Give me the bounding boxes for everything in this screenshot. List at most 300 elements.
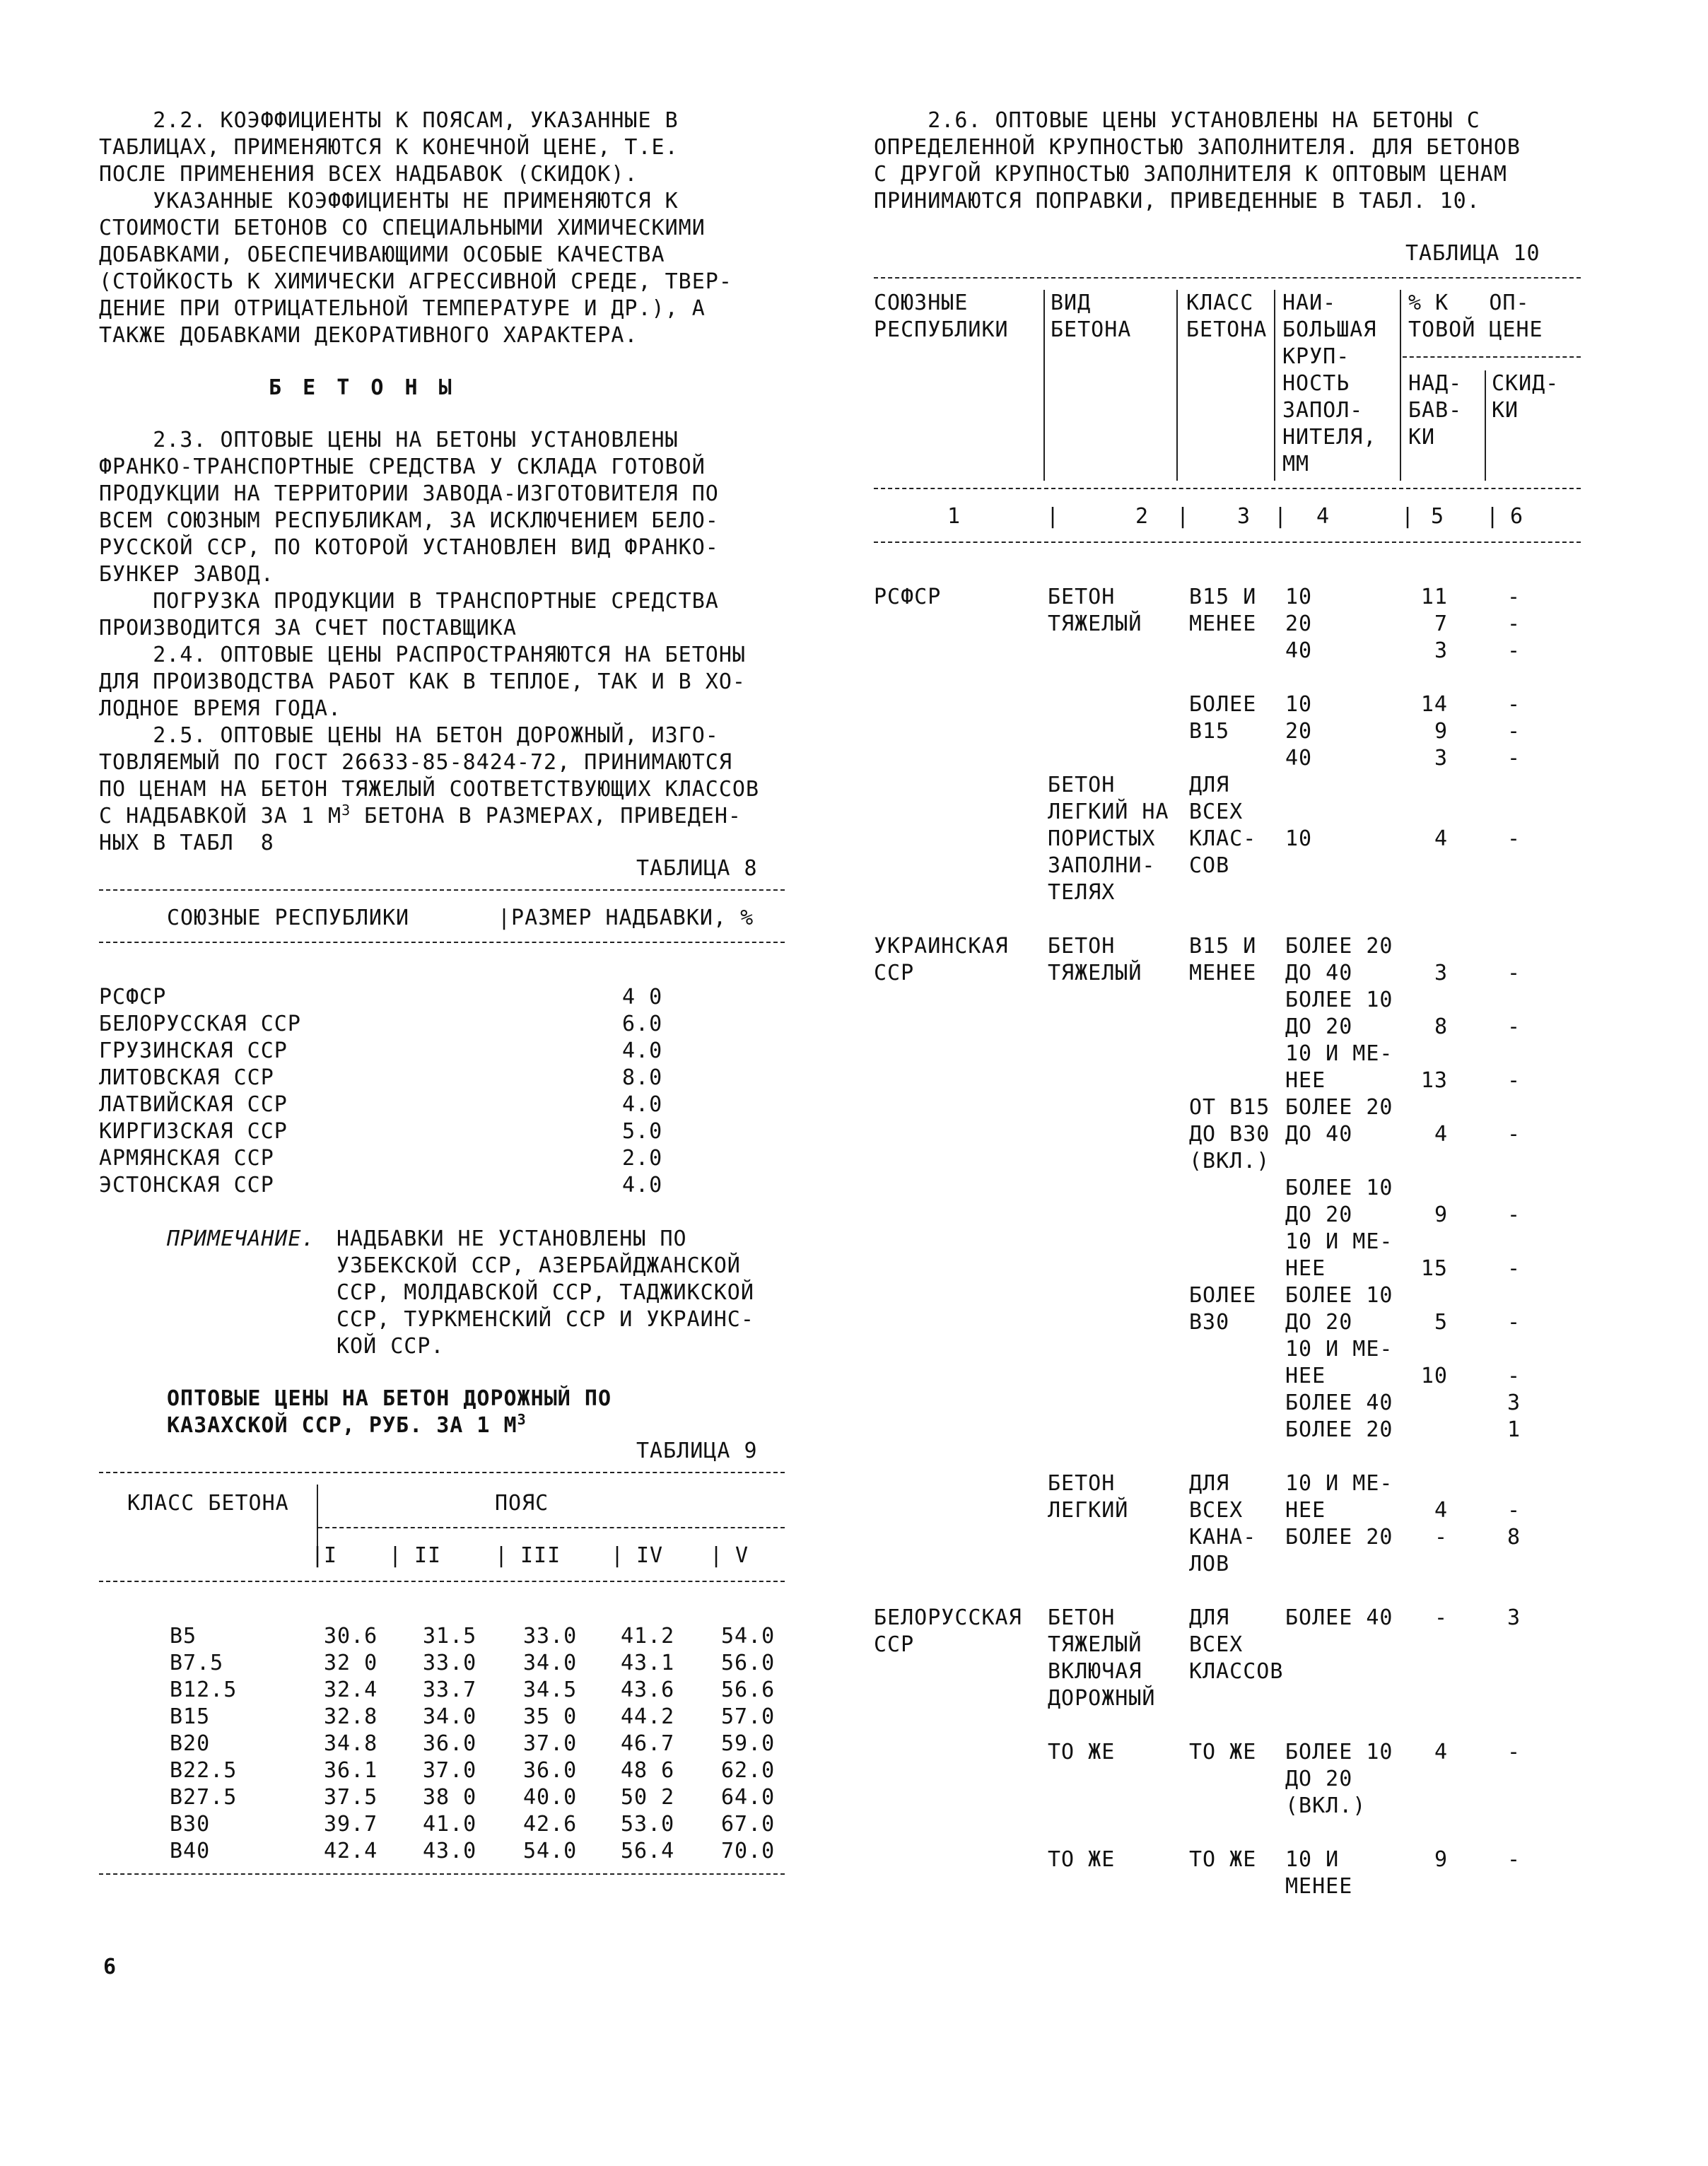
table-9-zone-sep: |	[311, 1543, 325, 1568]
table-10-col-number: 5	[1431, 504, 1445, 529]
table-9-price: 43.1	[621, 1651, 675, 1675]
table-10-discount: -	[1507, 826, 1521, 851]
table-10-cell: БОЛЕЕ 20	[1285, 1417, 1393, 1442]
table-10-cell: В15 И	[1189, 585, 1257, 609]
table-8-value: 8.0	[622, 1065, 663, 1090]
table-9-price: 43.6	[621, 1678, 675, 1702]
note-label: ПРИМЕЧАНИЕ.	[167, 1227, 315, 1251]
table-10-column-numbers	[874, 503, 1581, 532]
table-10-discount: 3	[1507, 1605, 1521, 1630]
table-9-price: 56.4	[621, 1839, 675, 1863]
table-10-cell: 10	[1285, 692, 1313, 717]
table-10-discount: -	[1507, 1498, 1521, 1523]
table-10-cell: ТО ЖЕ	[1189, 1847, 1257, 1872]
table-10-cell: В15	[1189, 719, 1230, 744]
table-10-cell: В15 И	[1189, 934, 1257, 959]
table-10-col-sep: |	[1176, 504, 1191, 529]
table-10-discount: -	[1507, 1310, 1521, 1335]
table-9-class: B40	[170, 1839, 211, 1863]
table-9-zone-sep: |	[389, 1543, 403, 1568]
table-10-cell: ДЛЯ	[1189, 1605, 1230, 1630]
section-heading-betony: Б Е Т О Н Ы	[269, 375, 456, 400]
table-10-surcharge: 9	[1434, 719, 1448, 744]
table-9-zone-sep: |	[611, 1543, 625, 1568]
table-9-zone: I	[324, 1543, 338, 1568]
table-10-cell: ДЛЯ	[1189, 1471, 1230, 1496]
table-10-header-percent: % К ОП-	[1408, 291, 1530, 315]
table-10-header-size: КРУП-	[1282, 344, 1350, 369]
table-10-cell: БЕТОН	[1048, 773, 1116, 797]
table-9-price: 40.0	[523, 1785, 578, 1810]
table-10-cell: ТЕЛЯХ	[1048, 880, 1116, 905]
table-9-price: 64.0	[721, 1785, 776, 1810]
t9-title-sup: 3	[517, 1411, 527, 1428]
table-9-header-zone: ПОЯС	[495, 1491, 549, 1516]
table-10-cell: БОЛЕЕ 10	[1285, 988, 1393, 1012]
table-10-discount: -	[1507, 638, 1521, 663]
table-9-zone: IV	[636, 1543, 664, 1568]
table-10-cell: 10 И МЕ-	[1285, 1229, 1393, 1254]
paragraph-2-5-last: НЫХ В ТАБЛ 8	[99, 831, 274, 855]
table-10-rule-numbers	[874, 542, 1581, 543]
table-9-price: 34.0	[423, 1704, 477, 1729]
table-9-price: 44.2	[621, 1704, 675, 1729]
table-10-col-number: 1	[947, 504, 961, 529]
paragraph-line: ПОСЛЕ ПРИМЕНЕНИЯ ВСЕХ НАДБАВОК (СКИДОК).	[99, 162, 638, 187]
table-10-cell: ТО ЖЕ	[1048, 1847, 1116, 1872]
paragraph-line: БУНКЕР ЗАВОД.	[99, 562, 274, 587]
p25-sup: 3	[341, 802, 351, 819]
table-9-price: 56.0	[721, 1651, 776, 1675]
table-10-cell: ССР	[874, 961, 915, 985]
table-10-header-republics: СОЮЗНЫЕ	[874, 291, 969, 315]
paragraph-2-3-2-5	[99, 427, 759, 803]
table-9-price: 33.7	[423, 1678, 477, 1702]
paragraph-2-5-line	[99, 803, 742, 830]
table-9-zone: V	[735, 1543, 749, 1568]
table-10-surcharge: 4	[1434, 826, 1448, 851]
table-8-republic: ЭСТОНСКАЯ ССР	[99, 1173, 274, 1198]
paragraph-2-6	[874, 107, 1521, 215]
table-10-header-class: КЛАСС	[1186, 291, 1254, 315]
table-10-cell: КАНА-	[1189, 1525, 1257, 1550]
table-10-surcharge: 9	[1434, 1202, 1448, 1227]
table-10-header-surcharge: КИ	[1408, 425, 1436, 450]
table-10-header-vbar	[1274, 290, 1275, 481]
table-10-cell: ТО ЖЕ	[1189, 1740, 1257, 1764]
table-9-class: B7.5	[170, 1651, 224, 1675]
table-9-price: 34.8	[324, 1731, 378, 1756]
table-10-cell: В30	[1189, 1310, 1230, 1335]
paragraph-line: ДЛЯ ПРОИЗВОДСТВА РАБОТ КАК В ТЕПЛОЕ, ТАК И В ХО-	[99, 669, 746, 694]
p25-text-pre: С НАДБАВКОЙ ЗА 1 М	[99, 804, 342, 829]
table-10-discount: -	[1507, 961, 1521, 985]
table-10-header-discount: КИ	[1492, 398, 1519, 423]
table-10-discount: -	[1507, 1740, 1521, 1764]
table-8-rule-header	[99, 942, 785, 943]
table-10-cell: КЛАС-	[1189, 826, 1257, 851]
table-10-header-size: НАИ-	[1282, 291, 1337, 315]
table-10-surcharge: 3	[1434, 961, 1448, 985]
table-10-discount: -	[1507, 1364, 1521, 1388]
table-10-surcharge: 14	[1420, 692, 1448, 717]
table-9-class: B15	[170, 1704, 211, 1729]
paragraph-line: ТАБЛИЦАХ, ПРИМЕНЯЮТСЯ К КОНЕЧНОЙ ЦЕНЕ, Т.Е.	[99, 135, 679, 160]
paragraph-line: (СТОЙКОСТЬ К ХИМИЧЕСКИ АГРЕССИВНОЙ СРЕДЕ, ТВЕР-	[99, 269, 732, 294]
table-10-cell: БОЛЕЕ	[1189, 692, 1257, 717]
table-10-discount: -	[1507, 719, 1521, 744]
paragraph-line: СТОИМОСТИ БЕТОНОВ СО СПЕЦИАЛЬНЫМИ ХИМИЧЕСКИМИ	[99, 216, 706, 240]
table-8-header-right: |РАЗМЕР НАДБАВКИ, %	[498, 906, 754, 930]
table-9-header-class: КЛАСС БЕТОНА	[127, 1491, 289, 1516]
table-10-col-sep: |	[1401, 504, 1415, 529]
table-10-cell: МЕНЕЕ	[1285, 1874, 1353, 1899]
table-8-republic: РСФСР	[99, 985, 167, 1009]
table-10-header-republics: РЕСПУБЛИКИ	[874, 317, 1009, 342]
note-line: ССР, МОЛДАВСКОЙ ССР, ТАДЖИКСКОЙ	[337, 1280, 754, 1305]
table-10-cell: ДО 20	[1285, 1014, 1353, 1039]
table-10-cell: БЕТОН	[1048, 1471, 1116, 1496]
table-10-surcharge: 5	[1434, 1310, 1448, 1335]
table-10-cell: (ВКЛ.)	[1189, 1149, 1270, 1173]
table-10-cell: БЕЛОРУССКАЯ	[874, 1605, 1022, 1630]
table-10-col-number: 4	[1316, 504, 1330, 529]
table-9-price: 37.0	[523, 1731, 578, 1756]
table-10-cell: ТЯЖЕЛЫЙ	[1048, 611, 1142, 636]
table-10-header-subrule	[1403, 356, 1581, 358]
table-10-header-type: ВИД	[1051, 291, 1092, 315]
p25-text-post: БЕТОНА В РАЗМЕРАХ, ПРИВЕДЕН-	[351, 804, 742, 829]
table-10-cell: ЛЕГКИЙ НА	[1048, 800, 1169, 824]
table-9-title-line1: ОПТОВЫЕ ЦЕНЫ НА БЕТОН ДОРОЖНЫЙ ПО	[167, 1386, 612, 1411]
table-9-price: 33.0	[523, 1624, 578, 1649]
table-10-cell: 10 И	[1285, 1847, 1340, 1872]
table-9-price: 33.0	[423, 1651, 477, 1675]
table-10-header	[874, 290, 1581, 481]
table-10-cell: ВСЕХ	[1189, 1632, 1244, 1657]
table-9-price: 57.0	[721, 1704, 776, 1729]
table-10-cell: ДО 40	[1285, 1122, 1353, 1147]
table-10-col-number: 3	[1237, 504, 1251, 529]
table-10-header-size: ММ	[1282, 452, 1310, 476]
table-9-price: 37.0	[423, 1758, 477, 1783]
t9-title-text: КАЗАХСКОЙ ССР, РУБ. ЗА 1 М	[167, 1413, 517, 1438]
table-10-header-vbar	[1485, 370, 1486, 481]
table-10-header-surcharge: НАД-	[1408, 371, 1463, 396]
note-line: КОЙ ССР.	[337, 1334, 445, 1359]
table-10-cell: СОВ	[1189, 853, 1230, 878]
table-8-republic: АРМЯНСКАЯ ССР	[99, 1146, 274, 1171]
table-10-cell: 10 И МЕ-	[1285, 1041, 1393, 1066]
table-10-discount: -	[1507, 1202, 1521, 1227]
paragraph-line: ПРОИЗВОДИТСЯ ЗА СЧЕТ ПОСТАВЩИКА	[99, 616, 517, 640]
table-10-header-vbar	[1176, 290, 1178, 481]
table-9-class: B5	[170, 1624, 197, 1649]
table-9-zone-headers	[99, 1542, 806, 1571]
table-8-header-left: СОЮЗНЫЕ РЕСПУБЛИКИ	[167, 906, 410, 930]
table-10-cell: ВСЕХ	[1189, 800, 1244, 824]
paragraph-line: 2.4. ОПТОВЫЕ ЦЕНЫ РАСПРОСТРАНЯЮТСЯ НА БЕТОНЫ	[99, 643, 746, 667]
table-10-discount: -	[1507, 692, 1521, 717]
paragraph-line: РУССКОЙ ССР, ПО КОТОРОЙ УСТАНОВЛЕН ВИД ФРАНКО-	[99, 535, 719, 560]
table-9-price: 41.2	[621, 1624, 675, 1649]
table-10-cell: МЕНЕЕ	[1189, 961, 1257, 985]
table-10-col-sep: |	[1046, 504, 1060, 529]
table-9-price: 39.7	[324, 1812, 378, 1837]
paragraph-line: 2.5. ОПТОВЫЕ ЦЕНЫ НА БЕТОН ДОРОЖНЫЙ, ИЗГО-	[99, 723, 719, 748]
table-10-discount: 3	[1507, 1391, 1521, 1415]
table-10-discount: -	[1507, 611, 1521, 636]
table-8-label: ТАБЛИЦА 8	[636, 856, 758, 881]
table-10-cell: РСФСР	[874, 585, 942, 609]
table-10-discount: -	[1507, 1122, 1521, 1147]
table-9-price: 53.0	[621, 1812, 675, 1837]
table-10-header-size: ЗАПОЛ-	[1282, 398, 1364, 423]
table-10-discount: -	[1507, 1256, 1521, 1281]
table-9-class: B22.5	[170, 1758, 238, 1783]
table-9-price: 36.0	[523, 1758, 578, 1783]
table-10-cell: ПОРИСТЫХ	[1048, 826, 1156, 851]
table-10-discount: -	[1507, 746, 1521, 771]
page-number: 6	[103, 1955, 117, 1979]
table-9-price: 43.0	[423, 1839, 477, 1863]
table-9-price: 54.0	[523, 1839, 578, 1863]
paragraph-line: ПРОДУКЦИИ НА ТЕРРИТОРИИ ЗАВОДА-ИЗГОТОВИТЕЛЯ ПО	[99, 481, 719, 506]
table-9-price: 70.0	[721, 1839, 776, 1863]
table-10-cell: НЕЕ	[1285, 1256, 1326, 1281]
table-9-price: 67.0	[721, 1812, 776, 1837]
table-10-surcharge: 11	[1420, 585, 1448, 609]
table-9-price: 46.7	[621, 1731, 675, 1756]
table-9-price: 32.4	[324, 1678, 378, 1702]
table-10-cell: ССР	[874, 1632, 915, 1657]
table-10-cell: 40	[1285, 638, 1313, 663]
table-10-cell: НЕЕ	[1285, 1068, 1326, 1093]
table-9-class: B20	[170, 1731, 211, 1756]
table-10-discount: -	[1507, 1068, 1521, 1093]
table-9-class: B30	[170, 1812, 211, 1837]
table-10-discount: 8	[1507, 1525, 1521, 1550]
table-10-cell: ДО 20	[1285, 1310, 1353, 1335]
table-9-price: 56.6	[721, 1678, 776, 1702]
table-9-zone: III	[520, 1543, 561, 1568]
table-10-cell: БЕТОН	[1048, 585, 1116, 609]
paragraph-line: ОПРЕДЕЛЕННОЙ КРУПНОСТЬЮ ЗАПОЛНИТЕЛЯ. ДЛЯ БЕТОНОВ	[874, 135, 1521, 160]
table-10-header-size: НИТЕЛЯ,	[1282, 425, 1377, 450]
table-9-rule-bottom	[99, 1873, 785, 1875]
table-9-zone-sep: |	[710, 1543, 724, 1568]
table-9-price: 62.0	[721, 1758, 776, 1783]
table-9-price: 35 0	[523, 1704, 578, 1729]
table-10-cell: ТО ЖЕ	[1048, 1740, 1116, 1764]
table-10-cell: БОЛЕЕ	[1189, 1283, 1257, 1308]
table-8-republic: КИРГИЗСКАЯ ССР	[99, 1119, 288, 1144]
table-10-cell: БОЛЕЕ 20	[1285, 934, 1393, 959]
table-10-header-size: БОЛЬШАЯ	[1282, 317, 1377, 342]
table-10-cell: НЕЕ	[1285, 1498, 1326, 1523]
paragraph-line: ТАКЖЕ ДОБАВКАМИ ДЕКОРАТИВНОГО ХАРАКТЕРА.	[99, 323, 638, 348]
table-8-republic: БЕЛОРУССКАЯ ССР	[99, 1012, 301, 1036]
table-9-price: 50 2	[621, 1785, 675, 1810]
table-10-cell: 10	[1285, 826, 1313, 851]
paragraph-line: 2.6. ОПТОВЫЕ ЦЕНЫ УСТАНОВЛЕНЫ НА БЕТОНЫ С	[874, 108, 1480, 133]
note-line: НАДБАВКИ НЕ УСТАНОВЛЕНЫ ПО	[337, 1227, 687, 1251]
table-10-cell: БОЛЕЕ 20	[1285, 1095, 1393, 1120]
table-10-cell: (ВКЛ.)	[1285, 1793, 1367, 1818]
table-9-price: 59.0	[721, 1731, 776, 1756]
paragraph-line: ПОГРУЗКА ПРОДУКЦИИ В ТРАНСПОРТНЫЕ СРЕДСТВА	[99, 589, 719, 614]
table-9-class: B12.5	[170, 1678, 238, 1702]
table-10-surcharge: 4	[1434, 1498, 1448, 1523]
table-9-price: 41.0	[423, 1812, 477, 1837]
table-10-surcharge: 9	[1434, 1847, 1448, 1872]
table-10-cell: НЕЕ	[1285, 1364, 1326, 1388]
table-10-cell: ДОРОЖНЫЙ	[1048, 1686, 1156, 1711]
table-10-cell: 10 И МЕ-	[1285, 1471, 1393, 1496]
table-10-cell: ДО 20	[1285, 1202, 1353, 1227]
table-9-price: 30.6	[324, 1624, 378, 1649]
table-10-cell: 10 И МЕ-	[1285, 1337, 1393, 1362]
paragraph-line: 2.2. КОЭФФИЦИЕНТЫ К ПОЯСАМ, УКАЗАННЫЕ В	[99, 108, 679, 133]
table-8-republic: ЛИТОВСКАЯ ССР	[99, 1065, 274, 1090]
table-10-col-number: 6	[1510, 504, 1524, 529]
table-10-cell: МЕНЕЕ	[1189, 611, 1257, 636]
table-8-value: 4.0	[622, 1038, 663, 1063]
table-10-rule-header	[874, 488, 1581, 489]
table-10-discount: 1	[1507, 1417, 1521, 1442]
table-10-cell: ОТ В15	[1189, 1095, 1270, 1120]
table-10-header-vbar	[1400, 290, 1401, 481]
table-9-title-line2	[167, 1412, 527, 1439]
table-10-header-discount: СКИД-	[1492, 371, 1560, 396]
table-9-price: 34.0	[523, 1651, 578, 1675]
table-10-col-sep: |	[1486, 504, 1500, 529]
table-10-cell: БОЛЕЕ 40	[1285, 1391, 1393, 1415]
table-10-cell: ЗАПОЛНИ-	[1048, 853, 1156, 878]
paragraph-line: ПО ЦЕНАМ НА БЕТОН ТЯЖЕЛЫЙ СООТВЕТСТВУЮЩИХ КЛАССОВ	[99, 777, 760, 802]
table-9-zone-sep: |	[495, 1543, 509, 1568]
paragraph-line: ТОВЛЯЕМЫЙ ПО ГОСТ 26633-85-8424-72, ПРИНИМАЮТСЯ	[99, 750, 732, 775]
table-9-price: 32.8	[324, 1704, 378, 1729]
table-8-value: 4 0	[622, 985, 663, 1009]
table-10-surcharge: 4	[1434, 1740, 1448, 1764]
table-9-rule-header	[99, 1581, 785, 1582]
note-text	[337, 1226, 754, 1360]
table-10-cell: БЕТОН	[1048, 934, 1116, 959]
paragraph-line: ВСЕМ СОЮЗНЫМ РЕСПУБЛИКАМ, ЗА ИСКЛЮЧЕНИЕМ БЕЛО-	[99, 508, 719, 533]
table-10-cell: ВСЕХ	[1189, 1498, 1244, 1523]
table-9-price: 37.5	[324, 1785, 378, 1810]
table-10-header-percent: ТОВОЙ ЦЕНЕ	[1408, 317, 1543, 342]
table-10-cell: ТЯЖЕЛЫЙ	[1048, 961, 1142, 985]
table-10-header-surcharge: БАВ-	[1408, 398, 1463, 423]
table-9-rule-sub	[318, 1527, 785, 1528]
table-10-surcharge: 8	[1434, 1014, 1448, 1039]
table-10-label: ТАБЛИЦА 10	[1405, 241, 1540, 266]
table-10-surcharge: 7	[1434, 611, 1448, 636]
table-10-surcharge: -	[1434, 1525, 1448, 1550]
table-10-cell: ДО 20	[1285, 1767, 1353, 1791]
table-10-surcharge: 13	[1420, 1068, 1448, 1093]
table-10-discount: -	[1507, 585, 1521, 609]
table-10-cell: 20	[1285, 611, 1313, 636]
table-10-cell: 20	[1285, 719, 1313, 744]
table-10-surcharge: 10	[1420, 1364, 1448, 1388]
table-10-surcharge: 4	[1434, 1122, 1448, 1147]
paragraph-line: ДОБАВКАМИ, ОБЕСПЕЧИВАЮЩИМИ ОСОБЫЕ КАЧЕСТВА	[99, 242, 665, 267]
table-9-price: 54.0	[721, 1624, 776, 1649]
paragraph-line: С ДРУГОЙ КРУПНОСТЬЮ ЗАПОЛНИТЕЛЯ К ОПТОВЫМ ЦЕНАМ	[874, 162, 1507, 187]
paragraph-line: 2.3. ОПТОВЫЕ ЦЕНЫ НА БЕТОНЫ УСТАНОВЛЕНЫ	[99, 428, 679, 452]
paragraph-2-2	[99, 107, 732, 349]
table-10-surcharge: 3	[1434, 746, 1448, 771]
table-10-col-number: 2	[1135, 504, 1150, 529]
table-10-cell: ТЯЖЕЛЫЙ	[1048, 1632, 1142, 1657]
table-10-cell: БЕТОН	[1048, 1605, 1116, 1630]
note-line: УЗБЕКСКОЙ ССР, АЗЕРБАЙДЖАНСКОЙ	[337, 1253, 741, 1278]
table-10-cell: ВКЛЮЧАЯ	[1048, 1659, 1142, 1684]
table-10-cell: 10	[1285, 585, 1313, 609]
table-9-class: B27.5	[170, 1785, 238, 1810]
table-9-price: 31.5	[423, 1624, 477, 1649]
table-8-republic: ГРУЗИНСКАЯ ССР	[99, 1038, 288, 1063]
table-8-value: 4.0	[622, 1092, 663, 1117]
table-9-price: 34.5	[523, 1678, 578, 1702]
table-10-cell: БОЛЕЕ 10	[1285, 1283, 1393, 1308]
table-9-rule-top	[99, 1472, 785, 1473]
paragraph-line: УКАЗАННЫЕ КОЭФФИЦИЕНТЫ НЕ ПРИМЕНЯЮТСЯ К	[99, 189, 679, 213]
table-9-price: 42.6	[523, 1812, 578, 1837]
paragraph-line: ЛОДНОЕ ВРЕМЯ ГОДА.	[99, 696, 342, 721]
note-line: ССР, ТУРКМЕНСКИЙ ССР И УКРАИНС-	[337, 1307, 754, 1332]
paragraph-line: ПРИНИМАЮТСЯ ПОПРАВКИ, ПРИВЕДЕННЫЕ В ТАБЛ. 10.	[874, 189, 1480, 213]
table-9-price: 42.4	[324, 1839, 378, 1863]
paragraph-line: ДЕНИЕ ПРИ ОТРИЦАТЕЛЬНОЙ ТЕМПЕРАТУРЕ И ДР.), А	[99, 296, 706, 321]
table-9-zone: II	[414, 1543, 442, 1568]
table-10-col-sep: |	[1274, 504, 1288, 529]
table-10-surcharge: 15	[1420, 1256, 1448, 1281]
table-10-cell: БОЛЕЕ 10	[1285, 1176, 1393, 1200]
table-10-header-class: БЕТОНА	[1186, 317, 1268, 342]
table-8-value: 2.0	[622, 1146, 663, 1171]
table-10-cell: ДЛЯ	[1189, 773, 1230, 797]
table-10-cell: ЛЕГКИЙ	[1048, 1498, 1129, 1523]
table-10-cell: ДО В30	[1189, 1122, 1270, 1147]
paragraph-line: ФРАНКО-ТРАНСПОРТНЫЕ СРЕДСТВА У СКЛАДА ГОТОВОЙ	[99, 455, 706, 479]
table-8-value: 6.0	[622, 1012, 663, 1036]
table-10-discount: -	[1507, 1847, 1521, 1872]
table-10-cell: БОЛЕЕ 40	[1285, 1605, 1393, 1630]
table-9-price: 36.1	[324, 1758, 378, 1783]
table-9-price: 32 0	[324, 1651, 378, 1675]
table-10-cell: 40	[1285, 746, 1313, 771]
table-10-cell: КЛАССОВ	[1189, 1659, 1284, 1684]
table-10-rule-top	[874, 277, 1581, 279]
table-10-cell: ЛОВ	[1189, 1552, 1230, 1576]
table-9-price: 36.0	[423, 1731, 477, 1756]
table-9-label: ТАБЛИЦА 9	[636, 1439, 758, 1463]
table-10-header-type: БЕТОНА	[1051, 317, 1132, 342]
table-8-value: 4.0	[622, 1173, 663, 1198]
table-9-price: 48 6	[621, 1758, 675, 1783]
table-10-discount: -	[1507, 1014, 1521, 1039]
table-10-header-size: НОСТЬ	[1282, 371, 1350, 396]
table-10-surcharge: -	[1434, 1605, 1448, 1630]
table-8-republic: ЛАТВИЙСКАЯ ССР	[99, 1092, 288, 1117]
table-8-value: 5.0	[622, 1119, 663, 1144]
table-10-cell: УКРАИНСКАЯ	[874, 934, 1009, 959]
table-9-price: 38 0	[423, 1785, 477, 1810]
